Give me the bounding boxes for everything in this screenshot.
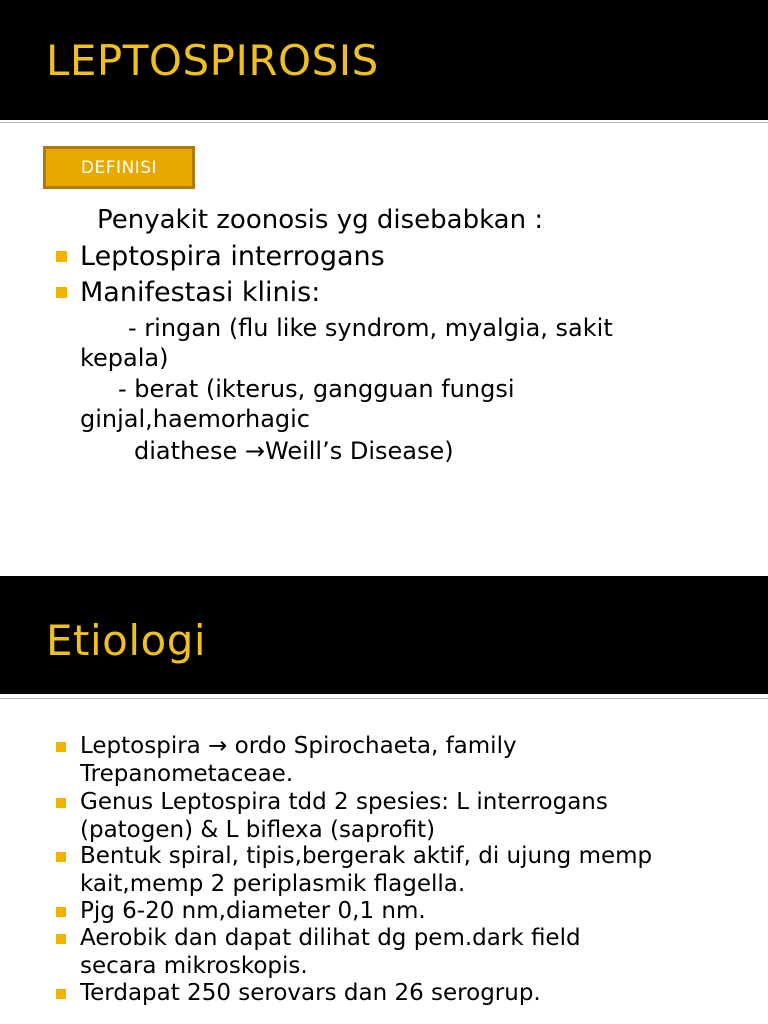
bullet-item: Bentuk spiral, tipis,bergerak aktif, di ujung memp [80,843,653,869]
intro-text: Penyakit zoonosis yg disebabkan : [97,205,544,235]
detail-line: kepala) [80,344,169,372]
title-band [0,0,768,120]
bullet-marker [56,287,67,298]
bullet-continuation: (patogen) & L biflexa (saprofit) [80,817,436,843]
bullet-continuation: Trepanometaceae. [80,761,294,787]
slide-etiologi [0,576,768,1024]
definisi-badge: DEFINISI [43,146,195,189]
title-band [0,576,768,694]
bullet-marker [56,907,66,917]
detail-line: - ringan (flu like syndrom, myalgia, sakit [128,314,613,342]
detail-line: - berat (ikterus, gangguan fungsi [118,375,515,403]
bullet-item: Pjg 6-20 nm,diameter 0,1 nm. [80,898,426,924]
divider [0,698,768,699]
bullet-marker [56,852,66,862]
divider [0,122,768,123]
bullet-continuation: secara mikroskopis. [80,953,308,979]
bullet-marker [56,934,66,944]
slide-title: Etiologi [46,616,207,665]
bullet-marker [56,798,66,808]
bullet-item: Manifestasi klinis: [80,277,321,308]
bullet-item: Aerobik dan dapat dilihat dg pem.dark field [80,925,581,951]
bullet-item: Leptospira → ordo Spirochaeta, family [80,733,517,759]
bullet-marker [56,251,67,262]
bullet-item: Genus Leptospira tdd 2 spesies: L interrogans [80,789,608,815]
detail-line: diathese →Weill’s Disease) [134,437,454,465]
slide-title: LEPTOSPIROSIS [46,36,379,85]
bullet-item: Leptospira interrogans [80,241,385,272]
bullet-marker [56,742,66,752]
bullet-continuation: kait,memp 2 periplasmik flagella. [80,871,466,897]
bullet-marker [56,989,66,999]
bullet-item: Terdapat 250 serovars dan 26 serogrup. [80,980,541,1006]
detail-line: ginjal,haemorhagic [80,405,310,433]
